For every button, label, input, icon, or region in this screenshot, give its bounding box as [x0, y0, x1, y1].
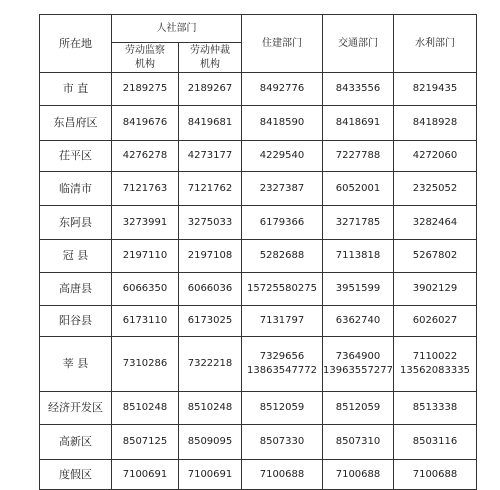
- cell-transport: 8433556: [323, 73, 394, 106]
- cell-labor-arbitration: 6173025: [179, 306, 242, 337]
- cell-transport: 8418691: [323, 106, 394, 141]
- cell-region: 临清市: [40, 172, 112, 206]
- cell-region: 高唐县: [40, 273, 112, 306]
- header-labor-arbitration: [179, 43, 242, 73]
- cell-transport: 8507310: [323, 425, 394, 460]
- cell-labor-inspection: 4276278: [112, 141, 179, 172]
- cell-labor-arbitration: 8509095: [179, 425, 242, 460]
- cell-region: 市 直: [40, 73, 112, 106]
- department-contact-table: [39, 14, 477, 490]
- cell-water: 4272060: [394, 141, 477, 172]
- cell-region: 东阿县: [40, 206, 112, 240]
- cell-region: 东昌府区: [40, 106, 112, 141]
- cell-transport: 3951599: [323, 273, 394, 306]
- cell-line: 劳动监察: [125, 44, 165, 56]
- table-row: [40, 172, 477, 206]
- cell-labor-inspection: 6066350: [112, 273, 179, 306]
- cell-water: 7100688: [394, 460, 477, 490]
- cell-housing: [242, 337, 323, 392]
- cell-labor-arbitration: 8510248: [179, 392, 242, 425]
- cell-water: 5267802: [394, 240, 477, 273]
- cell-region: 经济开发区: [40, 392, 112, 425]
- cell-labor-arbitration: 7121762: [179, 172, 242, 206]
- cell-line: 7329656: [259, 351, 305, 362]
- cell-labor-inspection: 3273991: [112, 206, 179, 240]
- cell-line: 机构: [200, 58, 220, 70]
- cell-water: 8219435: [394, 73, 477, 106]
- cell-water: 3902129: [394, 273, 477, 306]
- cell-labor-inspection: 8507125: [112, 425, 179, 460]
- cell-labor-inspection: 2197110: [112, 240, 179, 273]
- cell-water: 6026027: [394, 306, 477, 337]
- cell-transport: 6052001: [323, 172, 394, 206]
- cell-region: 冠 县: [40, 240, 112, 273]
- cell-region: 度假区: [40, 460, 112, 490]
- cell-labor-inspection: 7310286: [112, 337, 179, 392]
- table-row: [40, 141, 477, 172]
- cell-housing: 8507330: [242, 425, 323, 460]
- table-row: [40, 106, 477, 141]
- cell-water: 8418928: [394, 106, 477, 141]
- table-body: [40, 73, 477, 490]
- cell-transport: 7113818: [323, 240, 394, 273]
- cell-region: 茌平区: [40, 141, 112, 172]
- cell-line: 13963557277: [323, 365, 393, 376]
- cell-water: 3282464: [394, 206, 477, 240]
- cell-labor-arbitration: 4273177: [179, 141, 242, 172]
- cell-labor-arbitration: 7100691: [179, 460, 242, 490]
- table-row: [40, 425, 477, 460]
- cell-housing: 8512059: [242, 392, 323, 425]
- cell-transport: 8512059: [323, 392, 394, 425]
- table-row: [40, 392, 477, 425]
- cell-housing: 5282688: [242, 240, 323, 273]
- header-water-department: 水利部门: [394, 15, 477, 73]
- cell-labor-inspection: 8510248: [112, 392, 179, 425]
- table-row: [40, 273, 477, 306]
- cell-line: 7110022: [412, 351, 458, 362]
- cell-line: 机构: [135, 58, 155, 70]
- cell-labor-inspection: 6173110: [112, 306, 179, 337]
- cell-labor-arbitration: 8419681: [179, 106, 242, 141]
- header-housing-department: 住建部门: [242, 15, 323, 73]
- cell-labor-inspection: 8419676: [112, 106, 179, 141]
- cell-region: 莘 县: [40, 337, 112, 392]
- table-row: [40, 206, 477, 240]
- cell-labor-arbitration: 2197108: [179, 240, 242, 273]
- table-row: [40, 337, 477, 392]
- cell-housing: 8492776: [242, 73, 323, 106]
- cell-water: [394, 337, 477, 392]
- header-labor-inspection: [112, 43, 179, 73]
- cell-labor-inspection: 7100691: [112, 460, 179, 490]
- cell-labor-arbitration: 6066036: [179, 273, 242, 306]
- cell-housing: 6179366: [242, 206, 323, 240]
- cell-line: 13863547772: [247, 365, 317, 376]
- header-transport-department: 交通部门: [323, 15, 394, 73]
- cell-region: 高新区: [40, 425, 112, 460]
- cell-labor-arbitration: 7322218: [179, 337, 242, 392]
- table-row: [40, 240, 477, 273]
- cell-housing: 7100688: [242, 460, 323, 490]
- cell-housing: 7131797: [242, 306, 323, 337]
- cell-labor-arbitration: 2189267: [179, 73, 242, 106]
- cell-transport: 6362740: [323, 306, 394, 337]
- cell-transport: [323, 337, 394, 392]
- cell-labor-inspection: 7121763: [112, 172, 179, 206]
- header-hr-department: 人社部门: [112, 15, 242, 43]
- cell-labor-arbitration: 3275033: [179, 206, 242, 240]
- cell-line: 劳动仲裁: [190, 44, 230, 56]
- cell-housing: 8418590: [242, 106, 323, 141]
- cell-transport: 7227788: [323, 141, 394, 172]
- header-location: 所在地: [40, 15, 112, 73]
- cell-region: 阳谷县: [40, 306, 112, 337]
- cell-labor-inspection: 2189275: [112, 73, 179, 106]
- cell-housing: 4229540: [242, 141, 323, 172]
- cell-water: 2325052: [394, 172, 477, 206]
- cell-water: 8513338: [394, 392, 477, 425]
- cell-line: 13562083335: [400, 365, 470, 376]
- cell-water: 8503116: [394, 425, 477, 460]
- cell-transport: 7100688: [323, 460, 394, 490]
- cell-housing: 15725580275: [242, 273, 323, 306]
- table-row: [40, 306, 477, 337]
- cell-transport: 3271785: [323, 206, 394, 240]
- table-row: [40, 460, 477, 490]
- cell-housing: 2327387: [242, 172, 323, 206]
- table-row: [40, 73, 477, 106]
- cell-line: 7364900: [335, 351, 381, 362]
